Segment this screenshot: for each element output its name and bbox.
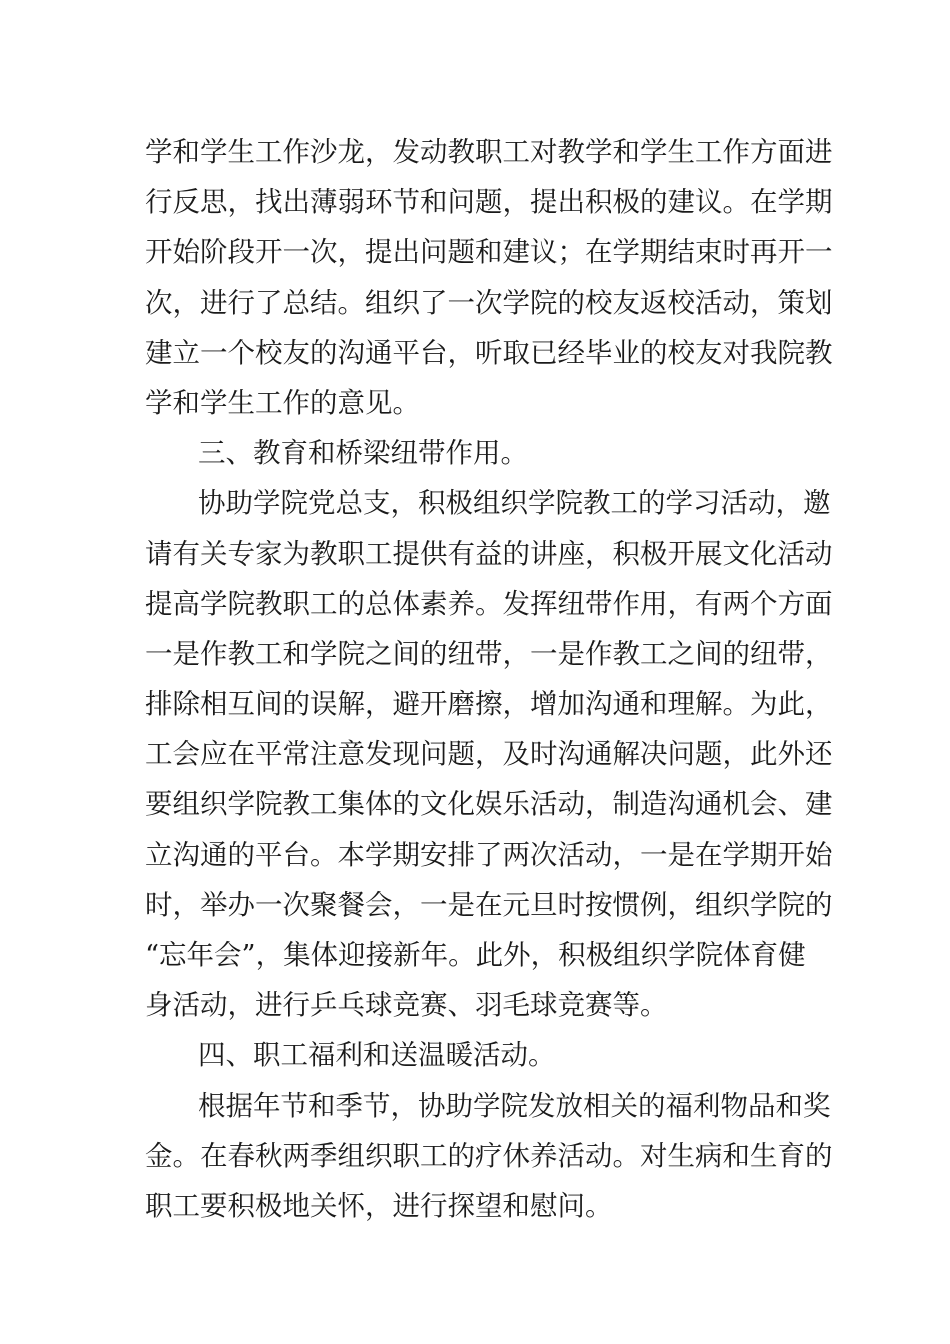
paragraph-first-line: 协助学院党总支，积极组织学院教工的学习活动，邀: [198, 487, 831, 520]
text-line: 学和学生工作的意见。: [145, 386, 420, 419]
text-line: 提高学院教职工的总体素养。发挥纽带作用，有两个方面: [145, 587, 833, 620]
text-line: 开始阶段开一次，提出问题和建议；在学期结束时再开一: [145, 236, 833, 269]
text-line: 排除相互间的误解，避开磨擦，增加沟通和理解。为此，: [145, 688, 833, 721]
text-line: 工会应在平常注意发现问题，及时沟通解决问题，此外还: [145, 738, 833, 771]
text-line: 建立一个校友的沟通平台，听取已经毕业的校友对我院教: [145, 336, 833, 369]
text-line: 时，举办一次聚餐会，一是在元旦时按惯例，组织学院的: [145, 888, 833, 921]
text-line: 立沟通的平台。本学期安排了两次活动，一是在学期开始: [145, 838, 833, 871]
text-line: 请有关专家为教职工提供有益的讲座，积极开展文化活动: [145, 537, 833, 570]
text-line: 一是作教工和学院之间的纽带，一是作教工之间的纽带，: [145, 637, 833, 670]
text-line: 金。在春秋两季组织职工的疗休养活动。对生病和生育的: [145, 1139, 833, 1172]
body-text: [145, 127, 833, 1231]
text-line: 行反思，找出薄弱环节和问题，提出积极的建议。在学期: [145, 186, 833, 219]
section-heading: 四、职工福利和送温暖活动。: [198, 1039, 556, 1072]
text-line: 学和学生工作沙龙，发动教职工对教学和学生工作方面进: [145, 136, 833, 168]
section-heading: 三、教育和桥梁纽带作用。: [198, 437, 528, 470]
text-line: 次，进行了总结。组织了一次学院的校友返校活动，策划: [145, 286, 833, 319]
paragraph-first-line: 根据年节和季节，协助学院发放相关的福利物品和奖: [198, 1089, 831, 1122]
text-line: “忘年会”，集体迎接新年。此外，积极组织学院体育健: [145, 939, 806, 971]
text-line: 职工要积极地关怀，进行探望和慰问。: [145, 1189, 613, 1222]
text-line: 身活动，进行乒乓球竞赛、羽毛球竞赛等。: [145, 989, 668, 1022]
text-line: 要组织学院教工集体的文化娱乐活动，制造沟通机会、建: [145, 788, 833, 821]
